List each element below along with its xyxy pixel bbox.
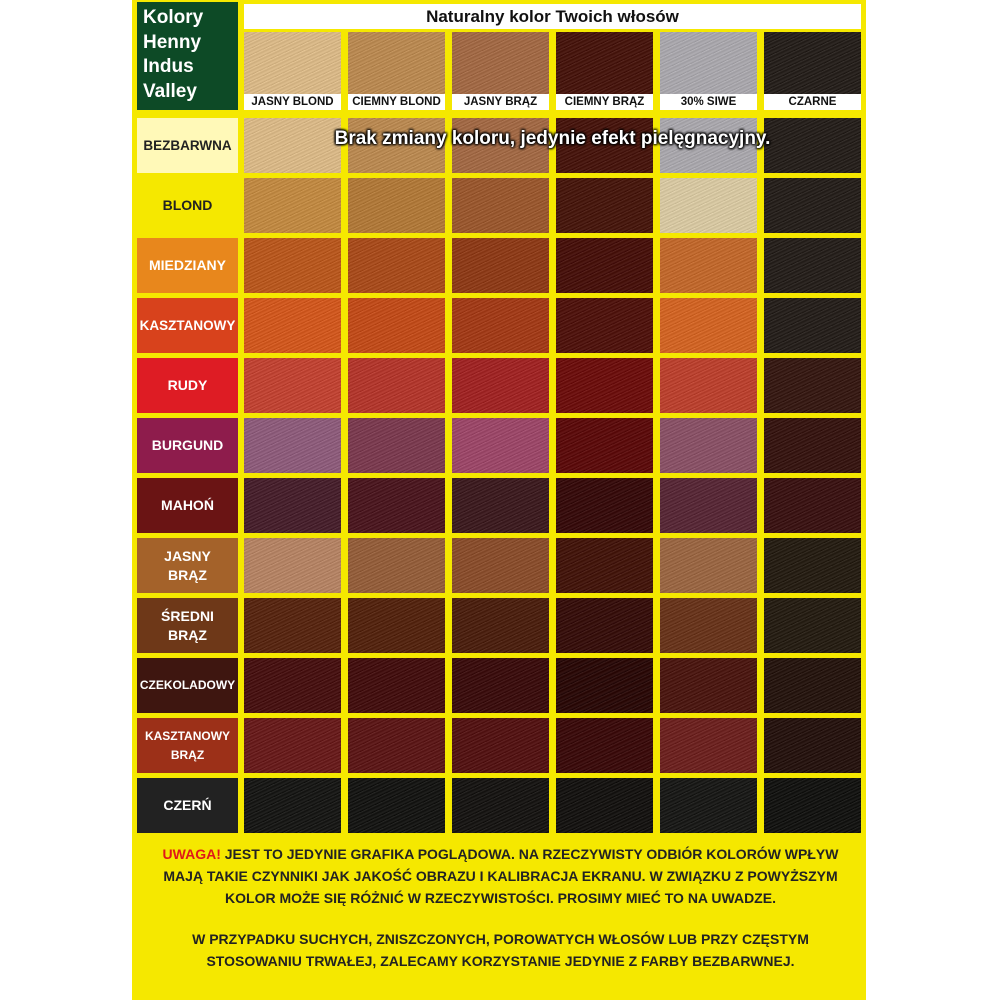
result-swatch (660, 418, 757, 473)
result-swatch (452, 238, 549, 293)
row-label: CZEKOLADOWY (137, 658, 238, 713)
result-swatch (660, 718, 757, 773)
result-swatch (556, 418, 653, 473)
result-swatch (556, 298, 653, 353)
result-swatch (764, 658, 861, 713)
result-swatch (348, 538, 445, 593)
column-swatch (556, 32, 653, 94)
result-swatch (660, 298, 757, 353)
row-label: RUDY (137, 358, 238, 413)
result-swatch (764, 298, 861, 353)
result-swatch (244, 718, 341, 773)
result-swatch (556, 778, 653, 833)
result-swatch (764, 718, 861, 773)
result-swatch (556, 598, 653, 653)
result-swatch (244, 418, 341, 473)
result-swatch (764, 358, 861, 413)
row-label: CZERŃ (137, 778, 238, 833)
warning-text (143, 843, 858, 909)
result-swatch (660, 478, 757, 533)
column-label: CIEMNY BLOND (348, 94, 445, 110)
result-swatch (452, 358, 549, 413)
column-label: CZARNE (764, 94, 861, 110)
result-swatch (244, 298, 341, 353)
result-swatch (556, 238, 653, 293)
result-swatch (660, 178, 757, 233)
warning-label: UWAGA! (162, 846, 221, 862)
result-swatch (348, 298, 445, 353)
bezbarwna-note: Brak zmiany koloru, jedynie efekt pielęgnacyjny. (334, 128, 771, 149)
result-swatch (764, 478, 861, 533)
result-swatch (348, 598, 445, 653)
result-swatch (556, 538, 653, 593)
result-swatch (244, 178, 341, 233)
column-swatch (244, 32, 341, 94)
warning-body: JEST TO JEDYNIE GRAFIKA POGLĄDOWA. NA RZECZYWISTY ODBIÓR KOLORÓW WPŁYW MAJĄ TAKIE CZYNNIKI JAK JAKOŚĆ OBRAZU I KALIBRACJA EKRANU. W ZWIĄZKU Z POWYŻSZYM KOLOR MOŻE SIĘ RÓŻNIĆ W RZECZYWISTOŚCI. PROSIMY MIEĆ TO NA UWADZE. (163, 846, 839, 906)
result-swatch (452, 418, 549, 473)
result-swatch (452, 178, 549, 233)
brand-line: Indus (143, 56, 194, 77)
result-swatch (556, 718, 653, 773)
result-swatch (764, 178, 861, 233)
result-swatch (348, 778, 445, 833)
column-label: JASNY BRĄZ (452, 94, 549, 110)
row-label: MIEDZIANY (137, 238, 238, 293)
result-swatch (348, 238, 445, 293)
result-swatch (660, 598, 757, 653)
row-label: KASZTANOWY (137, 298, 238, 353)
result-swatch (348, 658, 445, 713)
row-label: MAHOŃ (137, 478, 238, 533)
result-swatch (244, 658, 341, 713)
result-swatch (452, 298, 549, 353)
result-swatch (660, 538, 757, 593)
result-swatch (556, 358, 653, 413)
result-swatch (348, 358, 445, 413)
row-label: KASZTANOWY BRĄZ (137, 718, 238, 773)
result-swatch (452, 658, 549, 713)
result-swatch (764, 538, 861, 593)
column-label: JASNY BLOND (244, 94, 341, 110)
result-swatch (244, 358, 341, 413)
result-swatch (244, 778, 341, 833)
result-swatch (556, 178, 653, 233)
result-swatch (348, 478, 445, 533)
result-swatch (452, 598, 549, 653)
result-swatch (452, 718, 549, 773)
brand-line: Valley (143, 80, 197, 102)
result-swatch (452, 538, 549, 593)
result-swatch (556, 658, 653, 713)
result-swatch (660, 778, 757, 833)
row-label: JASNY BRĄZ (137, 538, 238, 593)
result-swatch (244, 538, 341, 593)
result-swatch (348, 718, 445, 773)
result-swatch (244, 598, 341, 653)
result-swatch (764, 598, 861, 653)
result-swatch (452, 778, 549, 833)
brand-line: Kolory (143, 7, 204, 28)
chart-title: Naturalny kolor Twoich włosów (244, 4, 861, 29)
result-swatch (660, 658, 757, 713)
result-swatch (348, 418, 445, 473)
column-swatch (660, 32, 757, 94)
result-swatch (764, 238, 861, 293)
result-swatch (660, 358, 757, 413)
column-label: CIEMNY BRĄZ (556, 94, 653, 110)
result-swatch (660, 238, 757, 293)
row-label: BLOND (137, 178, 238, 233)
result-swatch (348, 178, 445, 233)
brand-line: Henny (143, 31, 202, 53)
column-label: 30% SIWE (660, 94, 757, 110)
result-swatch (244, 238, 341, 293)
column-swatch (348, 32, 445, 94)
result-swatch (556, 478, 653, 533)
result-swatch (244, 478, 341, 533)
result-swatch (764, 778, 861, 833)
column-swatch (764, 32, 861, 94)
recommendation-text: W PRZYPADKU SUCHYCH, ZNISZCZONYCH, POROWATYCH WŁOSÓW LUB PRZY CZĘSTYM STOSOWANIU TRWAŁEJ, ZALECAMY KORZYSTANIE JEDYNIE Z FARBY BEZBARWNEJ. (192, 931, 809, 969)
result-swatch (764, 418, 861, 473)
column-swatch (452, 32, 549, 94)
row-label: ŚREDNI BRĄZ (137, 598, 238, 653)
row-label: BEZBARWNA (137, 118, 238, 173)
row-label: BURGUND (137, 418, 238, 473)
brand-logo (137, 2, 238, 110)
result-swatch (452, 478, 549, 533)
